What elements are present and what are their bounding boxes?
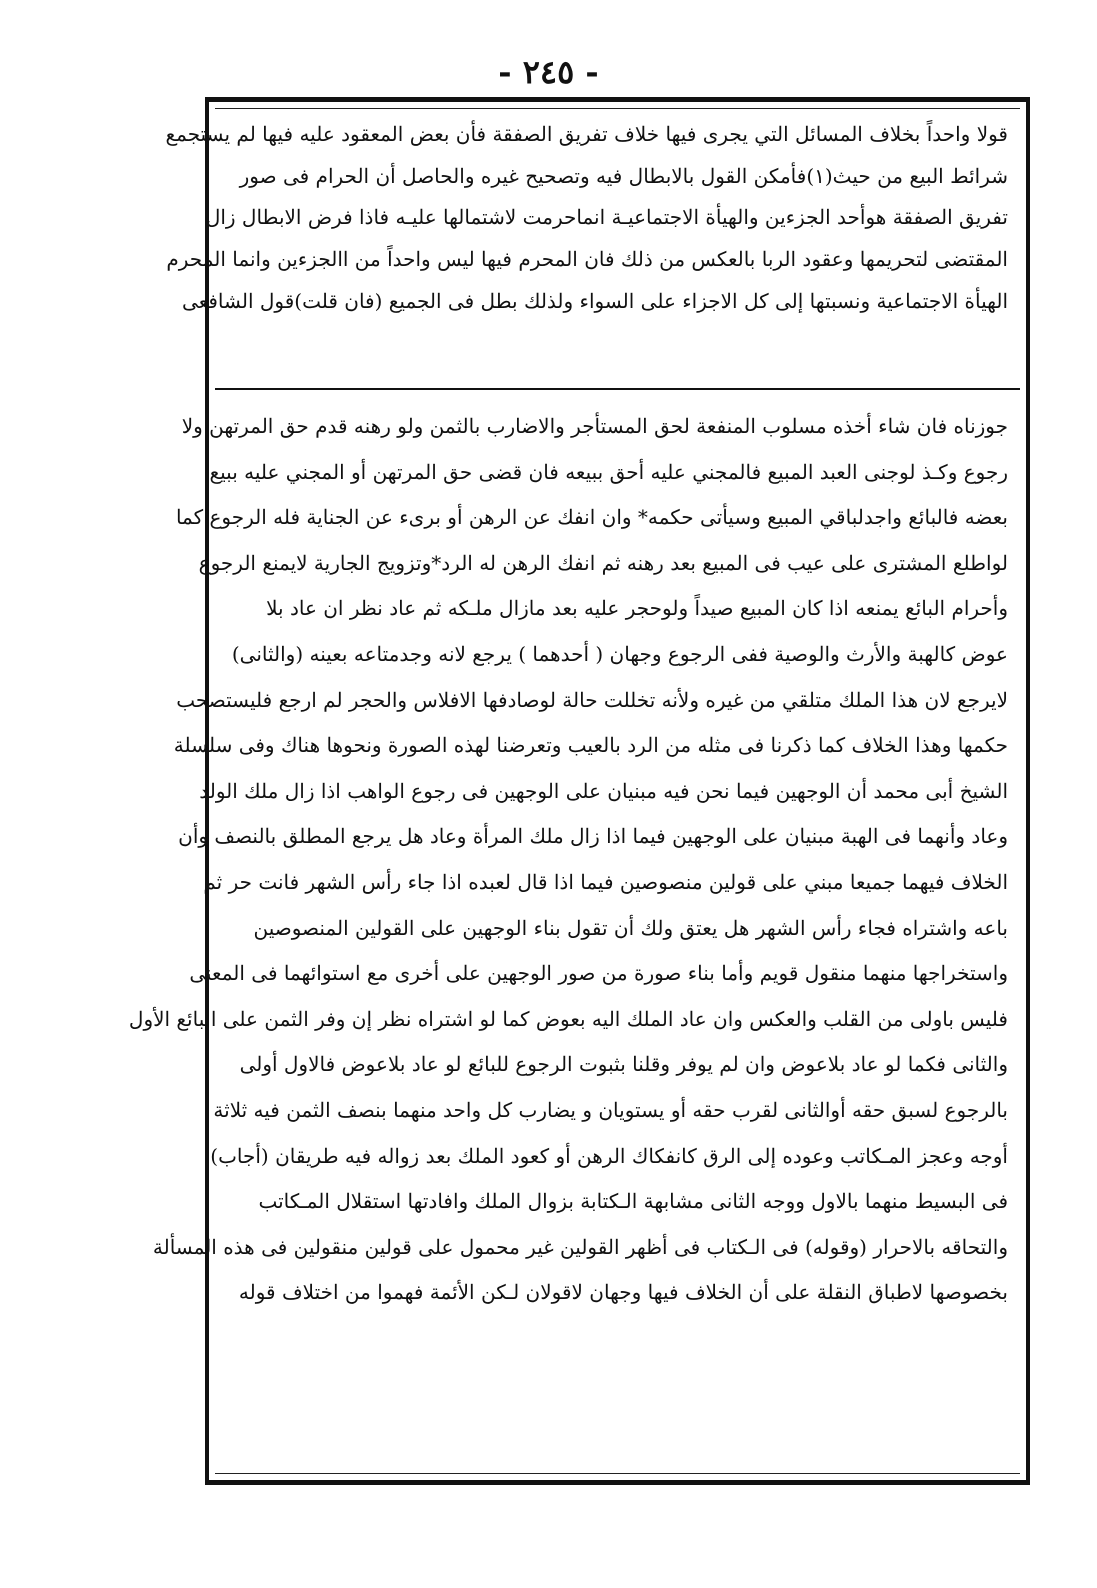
text-line: لواطلع المشترى على عيب فى المبيع بعد رهنه ثم انفك الرهن له الرد*وتزويج الجارية لايمنع الرجوع xyxy=(198,550,1008,575)
text-line: المقتضى لتحريمها وعقود الربا بالعكس من ذلك فان المحرم فيها ليس واحداً من االجزءين وانما المحرم xyxy=(166,247,1008,272)
text-line: شرائط البيع من حيث(١)فأمكن القول بالابطال فيه وتصحيح غيره والحاصل أن الحرام فى صور xyxy=(239,163,1008,188)
text-line: تفريق الصفقة هوأحد الجزءين والهيأة الاجتماعيـة انماحرمت لاشتمالها عليـه فاذا فرض الابطال زال xyxy=(205,205,1008,230)
text-line: بالرجوع لسبق حقه أوالثانى لقرب حقه أو يستويان و يضارب كل واحد منهما بنصف الثمن فيه ثلاثة xyxy=(213,1097,1008,1122)
text-line: الهيأة الاجتماعية ونسبتها إلى كل الاجزاء على السواء ولذلك بطل فى الجميع (فان قلت)قول الشافعى xyxy=(182,288,1008,313)
text-line: حكمها وهذا الخلاف كما ذكرنا فى مثله من الرد بالعيب وتعرضنا لهذه الصورة ونحوها هناك وفى سلسلة xyxy=(173,733,1008,758)
section-divider xyxy=(215,388,1020,390)
text-line: جوزناه فان شاء أخذه مسلوب المنفعة لحق المستأجر والاضارب بالثمن ولو رهنه قدم حق المرتهن ولا xyxy=(181,414,1008,438)
text-line: الشيخ أبى محمد أن الوجهين فيما نحن فيه مبنيان على الوجهين فى رجوع الواهب اذا زال ملك الولد xyxy=(199,778,1008,803)
bottom-text-block xyxy=(128,404,1008,1454)
text-line: فى البسيط منهما بالاول ووجه الثانى مشابهة الـكتابة بزوال الملك وافادتها استقلال المـكاتب xyxy=(258,1189,1008,1214)
text-line: والتحاقه بالاحرار (وقوله) فى الـكتاب فى أظهر القولين غير محمول على قولين منقولين فى هذه المسألة xyxy=(152,1234,1008,1259)
text-line: واستخراجها منهما منقول قويم وأما بناء صورة من صور الوجهين على أخرى مع استوائهما فى المعنى xyxy=(189,961,1008,986)
page-frame xyxy=(128,97,1030,1485)
text-line: بعضه فالبائع واجدلباقي المبيع وسيأتى حكمه* وان انفك عن الرهن أو برىء عن الجناية فله الرجوع كما xyxy=(175,505,1008,530)
text-line: رجوع وكـذ لوجنى العبد المبيع فالمجني عليه أحق ببيعه فان قضى حق المرتهن أو المجني عليه ببيع xyxy=(209,459,1008,484)
text-line: وعاد وأنهما فى الهبة مبنيان على الوجهين فيما اذا زال ملك المرأة وعاد هل يرجع المطلق بالنصف وأن xyxy=(178,824,1008,849)
text-line: عوض كالهبة والأرث والوصية ففى الرجوع وجهان ( أحدهما ) يرجع لانه وجدمتاعه بعينه (والثانى) xyxy=(231,641,1008,666)
text-line: فليس باولى من القلب والعكس وان عاد الملك اليه بعوض كما لو اشتراه نظر إن وفر الثمن على البائع الأول xyxy=(128,1006,1008,1031)
text-line: باعه واشتراه فجاء رأس الشهر هل يعتق ولك أن تقول بناء الوجهين على القولين المنصوصين xyxy=(253,915,1008,940)
text-line: قولا واحداً بخلاف المسائل التي يجرى فيها خلاف تفريق الصفقة فأن بعض المعقود عليه فيها لم يستجمع xyxy=(165,122,1008,146)
top-text-block xyxy=(165,114,1008,364)
text-line: بخصوصها لاطباق النقلة على أن الخلاف فيها وجهان لاقولان لـكن الأئمة فهموا من اختلاف قوله xyxy=(238,1280,1008,1305)
page-number: - ٢٤٥ - xyxy=(498,53,599,91)
text-line: والثانى فكما لو عاد بلاعوض وان لم يوفر وقلنا بثبوت الرجوع للبائع لو عاد بلاعوض فالاول أولى xyxy=(239,1052,1008,1077)
text-line: الخلاف فيهما جميعا مبني على قولين منصوصين فيما اذا قال لعبده اذا جاء رأس الشهر فانت حر ثم xyxy=(203,869,1008,894)
text-line: وأحرام البائع يمنعه اذا كان المبيع صيداً ولوحجر عليه بعد مازال ملـكه ثم عاد نظر ان عاد بلا xyxy=(266,596,1008,621)
text-line: أوجه وعجز المـكاتب وعوده إلى الرق كانفكاك الرهن أو كعود الملك بعد زواله فيه طريقان (أجاب) xyxy=(210,1143,1008,1168)
text-line: لايرجع لان هذا الملك متلقي من غيره ولأنه تخللت حالة لوصادفها الافلاس والحجر لم ارجع فليستصحب xyxy=(176,687,1008,712)
